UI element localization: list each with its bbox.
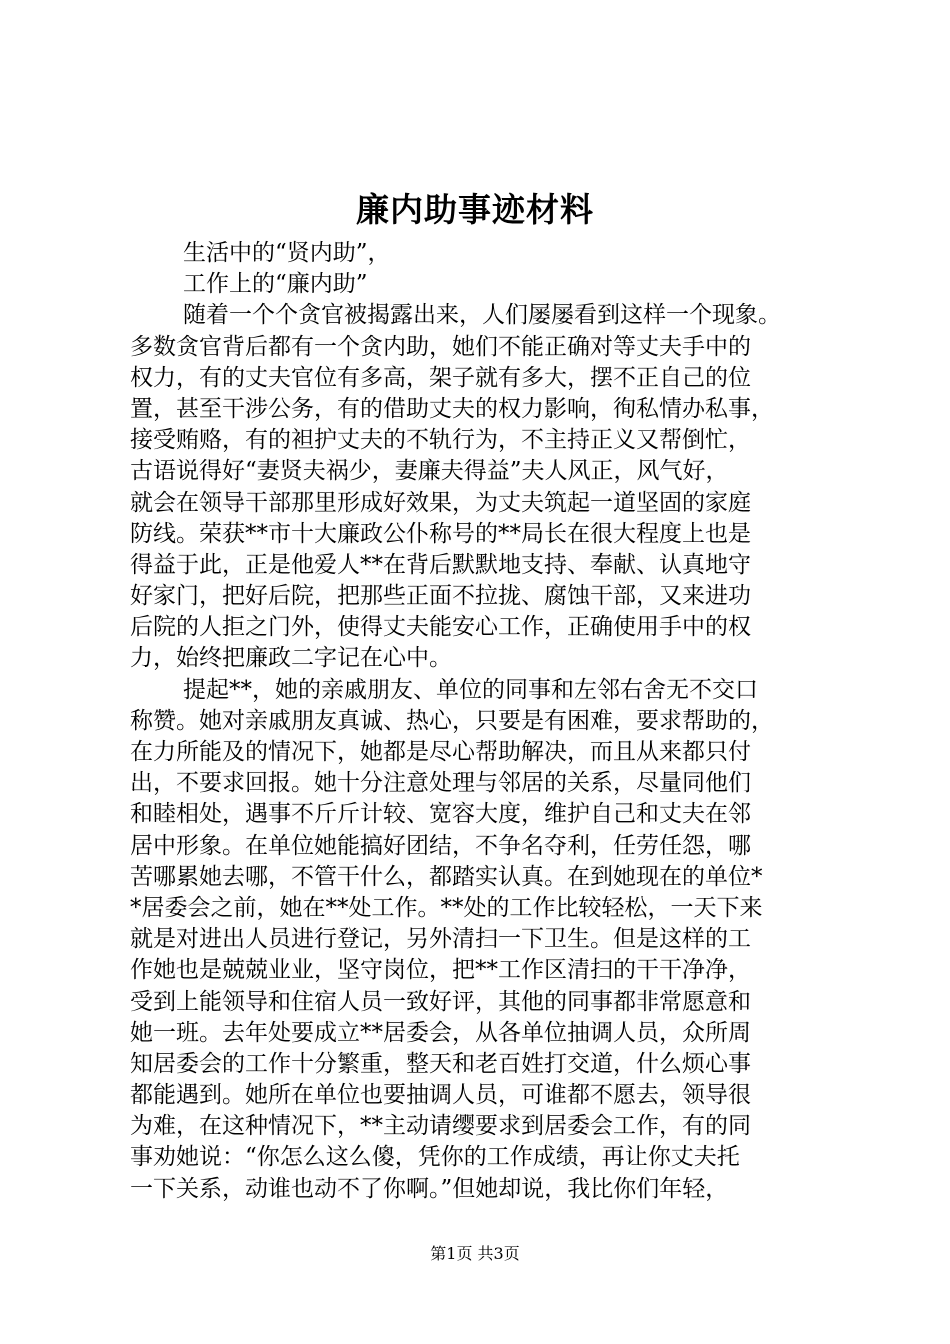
text-line: 置，甚至干涉公务，有的借助丈夫的权力影响，徇私情办私事， — [130, 395, 774, 422]
text-line: 接受贿赂，有的袒护丈夫的不轨行为，不主持正义又帮倒忙， — [130, 427, 751, 454]
text-line: 随着一个个贪官被揭露出来，人们屡屡看到这样一个现象。 — [183, 302, 781, 329]
text-line: 得益于此，正是他爱人**在背后默默地支持、奉献、认真地守 — [130, 551, 751, 578]
text-line: 古语说得好“妻贤夫祸少，妻廉夫得益”夫人风正，风气好， — [130, 458, 729, 485]
text-line: 知居委会的工作十分繁重，整天和老百姓打交道，什么烦心事 — [130, 1050, 751, 1077]
text-line: 权力，有的丈夫官位有多高，架子就有多大，摆不正自己的位 — [130, 364, 751, 391]
text-line: *居委会之前，她在**处工作。**处的工作比较轻松，一天下来 — [130, 894, 763, 921]
text-line: 就是对进出人员进行登记，另外清扫一下卫生。但是这样的工 — [130, 926, 751, 953]
text-line: 苦哪累她去哪，不管干什么，都踏实认真。在到她现在的单位* — [130, 863, 763, 890]
text-line: 出，不要求回报。她十分注意处理与邻居的关系，尽量同他们 — [130, 770, 751, 797]
text-line: 工作上的“廉内助” — [183, 271, 368, 298]
document-title: 廉内助事迹材料 — [356, 190, 594, 229]
text-line: 提起**，她的亲戚朋友、单位的同事和左邻右舍无不交口 — [183, 676, 758, 703]
text-line: 受到上能领导和住宿人员一致好评，其他的同事都非常愿意和 — [130, 988, 751, 1015]
text-line: 防线。荣获**市十大廉政公仆称号的**局长在很大程度上也是 — [130, 520, 751, 547]
text-line: 一下关系，动谁也动不了你啊。”但她却说，我比你们年轻， — [130, 1175, 729, 1202]
text-line: 后院的人拒之门外，使得丈夫能安心工作，正确使用手中的权 — [130, 614, 751, 641]
text-line: 就会在领导干部那里形成好效果，为丈夫筑起一道坚固的家庭 — [130, 489, 751, 516]
text-line: 她一班。去年处要成立**居委会，从各单位抽调人员，众所周 — [130, 1019, 751, 1046]
text-line: 为难，在这种情况下，**主动请缨要求到居委会工作，有的同 — [130, 1113, 751, 1140]
text-line: 好家门，把好后院，把那些正面不拉拢、腐蚀干部，又来进功 — [130, 583, 751, 610]
text-line: 生活中的“贤内助”， — [183, 240, 391, 266]
page-footer: 第1页 共3页 — [430, 1244, 520, 1263]
text-line: 事劝她说：“你怎么这么傻，凭你的工作成绩，再让你丈夫托 — [130, 1144, 740, 1171]
text-line: 都能遇到。她所在单位也要抽调人员，可谁都不愿去，领导很 — [130, 1082, 751, 1109]
document-body — [130, 238, 830, 1205]
text-line: 居中形象。在单位她能搞好团结，不争名夺利，任劳任怨，哪 — [130, 832, 751, 859]
text-line: 作她也是兢兢业业，坚守岗位，把**工作区清扫的干干净净， — [130, 957, 751, 984]
text-line: 多数贪官背后都有一个贪内助，她们不能正确对等丈夫手中的 — [130, 333, 751, 360]
text-line: 称赞。她对亲戚朋友真诚、热心，只要是有困难，要求帮助的， — [130, 707, 774, 734]
text-line: 力，始终把廉政二字记在心中。 — [130, 645, 452, 672]
text-line: 在力所能及的情况下，她都是尽心帮助解决，而且从来都只付 — [130, 739, 751, 765]
text-line: 和睦相处，遇事不斤斤计较、宽容大度，维护自己和丈夫在邻 — [130, 801, 751, 828]
